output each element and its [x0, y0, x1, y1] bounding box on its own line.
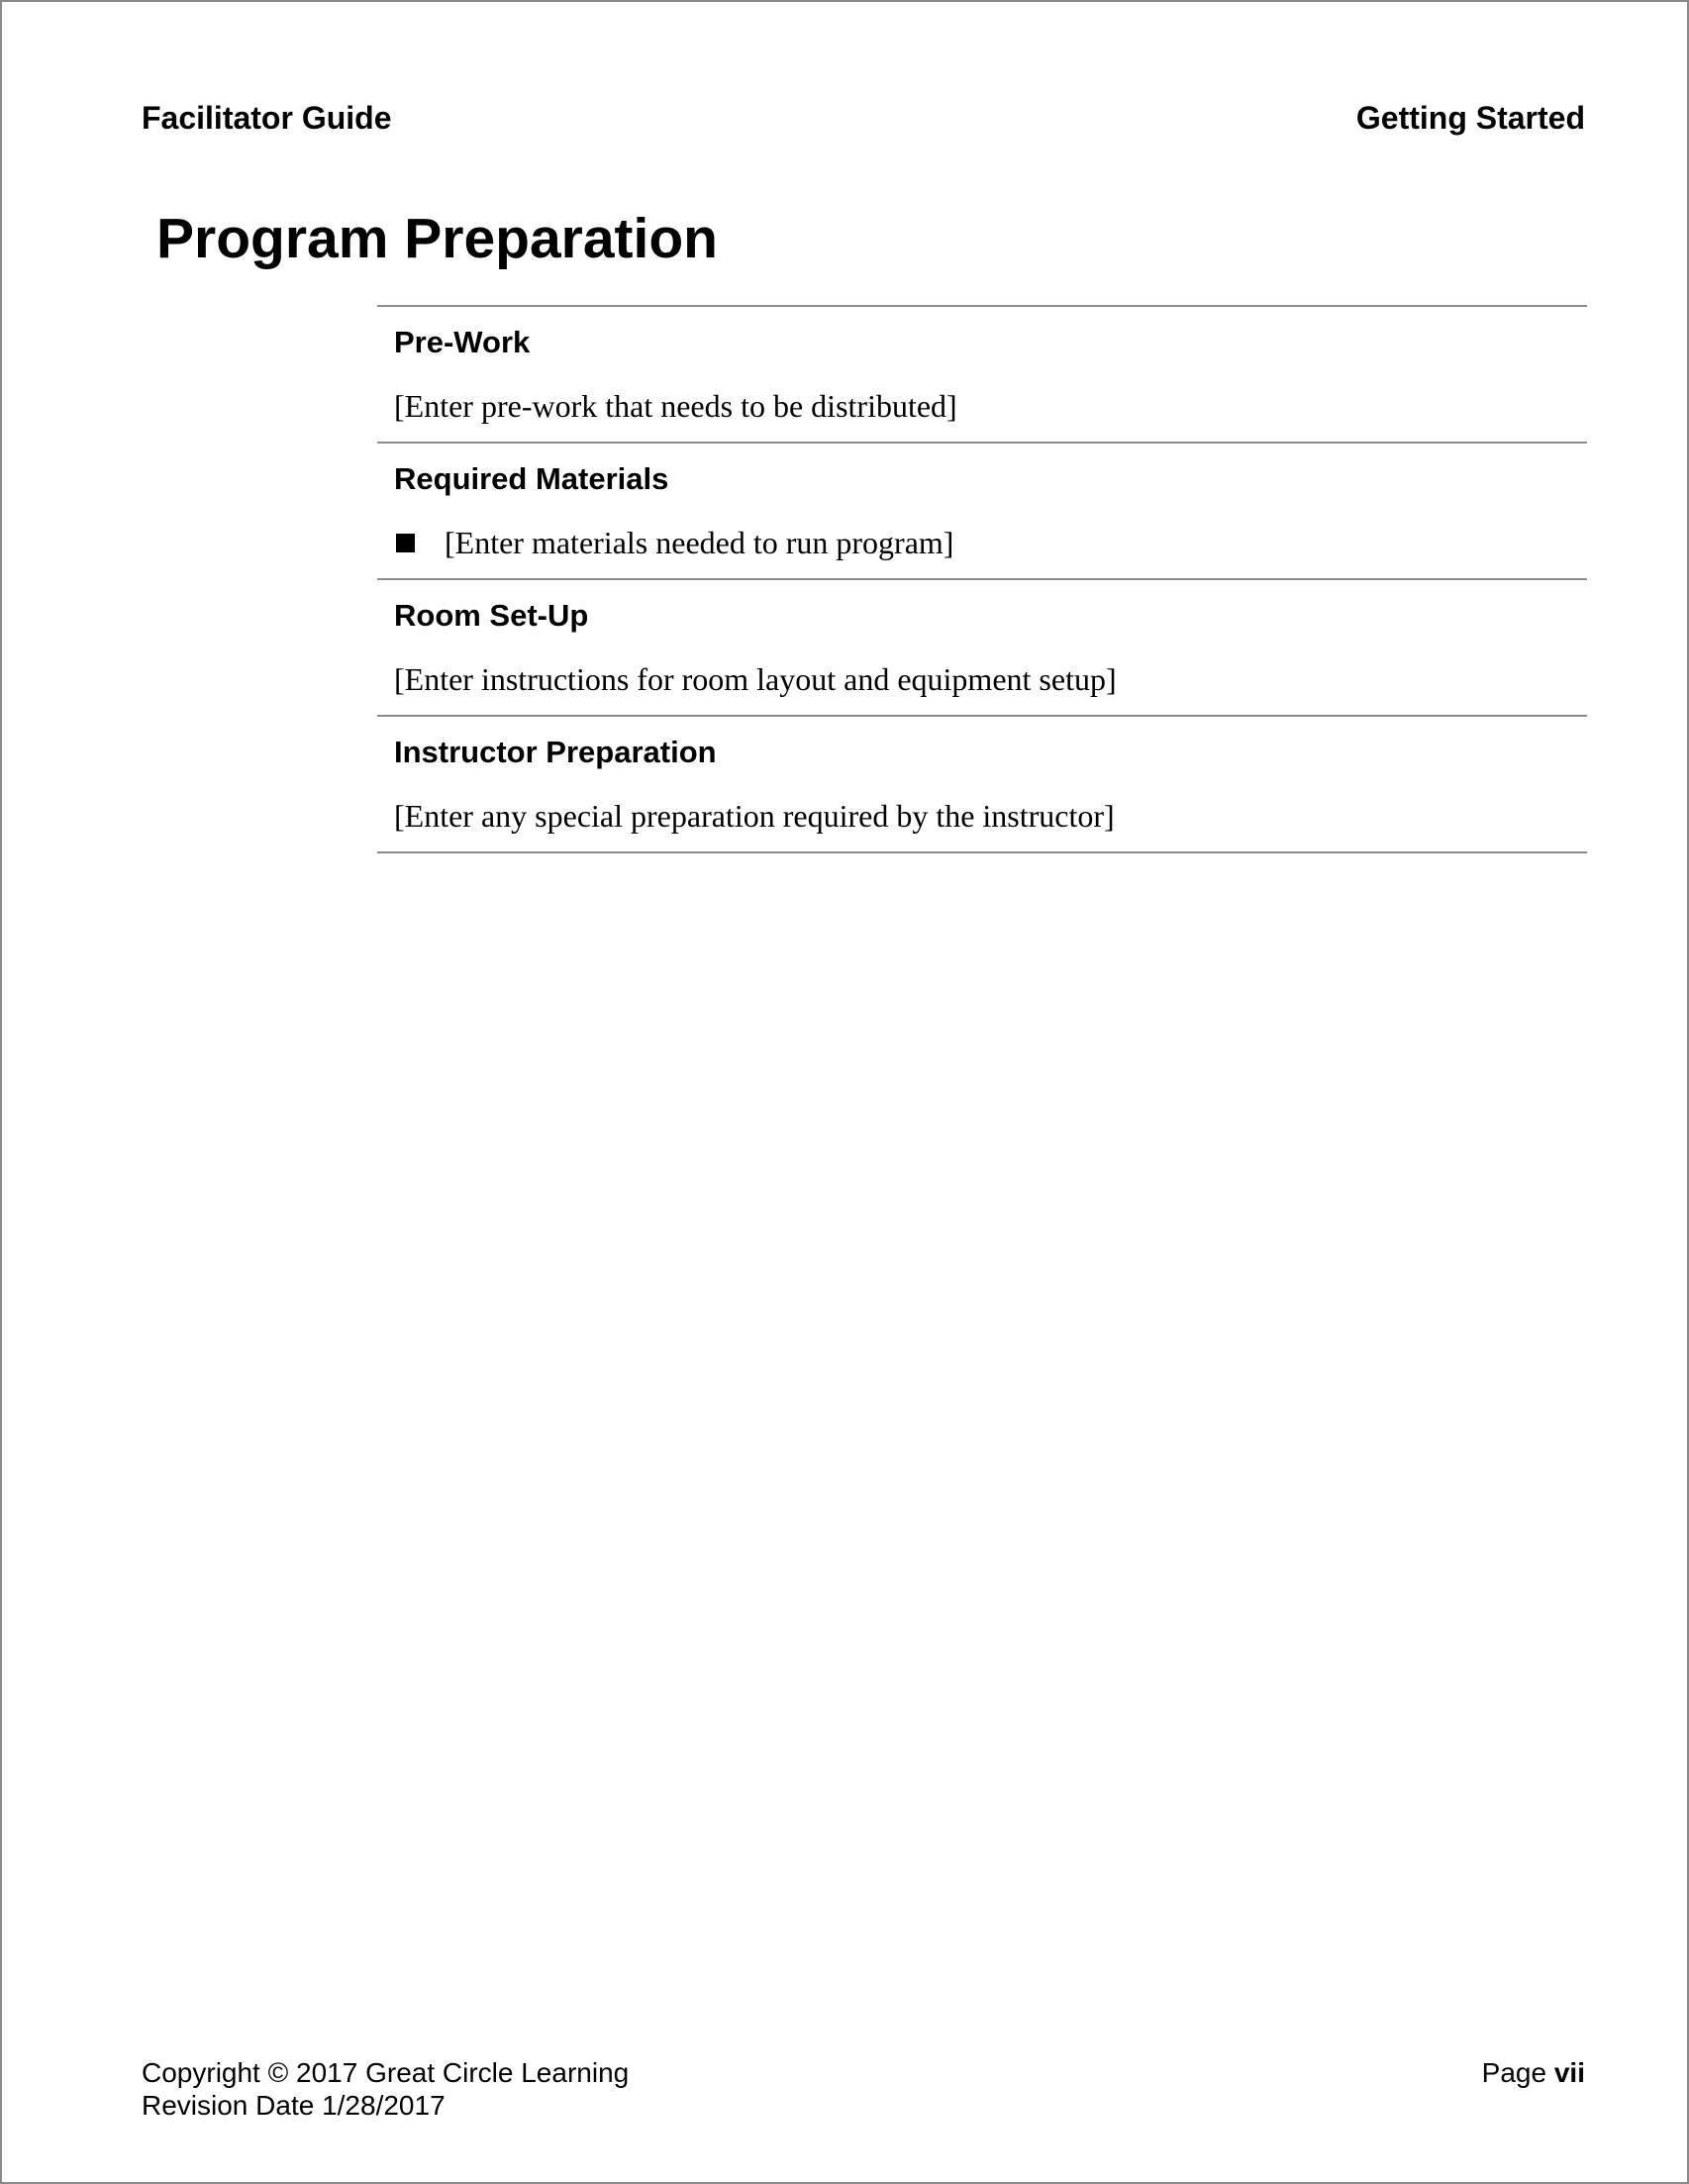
section-room-set-up	[377, 580, 1587, 717]
section-heading: Instructor Preparation	[394, 735, 717, 769]
footer-info	[142, 2056, 629, 2122]
copyright-text: Copyright © 2017 Great Circle Learning	[142, 2057, 630, 2088]
section-required-materials	[377, 444, 1587, 580]
section-heading: Required Materials	[394, 461, 669, 496]
page-number: vii	[1553, 2057, 1585, 2088]
page-label: Page	[1481, 2057, 1547, 2088]
section-pre-work	[377, 307, 1587, 444]
section-body[interactable]: [Enter any special preparation required by the instructor]	[394, 798, 1115, 834]
bullet-list-item	[396, 525, 953, 561]
revision-date: Revision Date 1/28/2017	[142, 2090, 446, 2121]
section-heading: Pre-Work	[394, 325, 531, 359]
page-title: Program Preparation	[156, 207, 718, 270]
section-instructor-preparation	[377, 717, 1587, 853]
header-document-title: Facilitator Guide	[142, 100, 392, 136]
section-body[interactable]: [Enter pre-work that needs to be distributed]	[394, 388, 957, 424]
bullet-text[interactable]: [Enter materials needed to run program]	[445, 525, 954, 560]
square-bullet-icon	[396, 534, 415, 552]
preparation-table	[377, 305, 1587, 853]
header-chapter-title: Getting Started	[1355, 100, 1585, 136]
section-body[interactable]: [Enter instructions for room layout and equipment setup]	[394, 661, 1117, 697]
section-heading: Room Set-Up	[394, 598, 589, 633]
page-number-block	[1482, 2056, 1585, 2089]
